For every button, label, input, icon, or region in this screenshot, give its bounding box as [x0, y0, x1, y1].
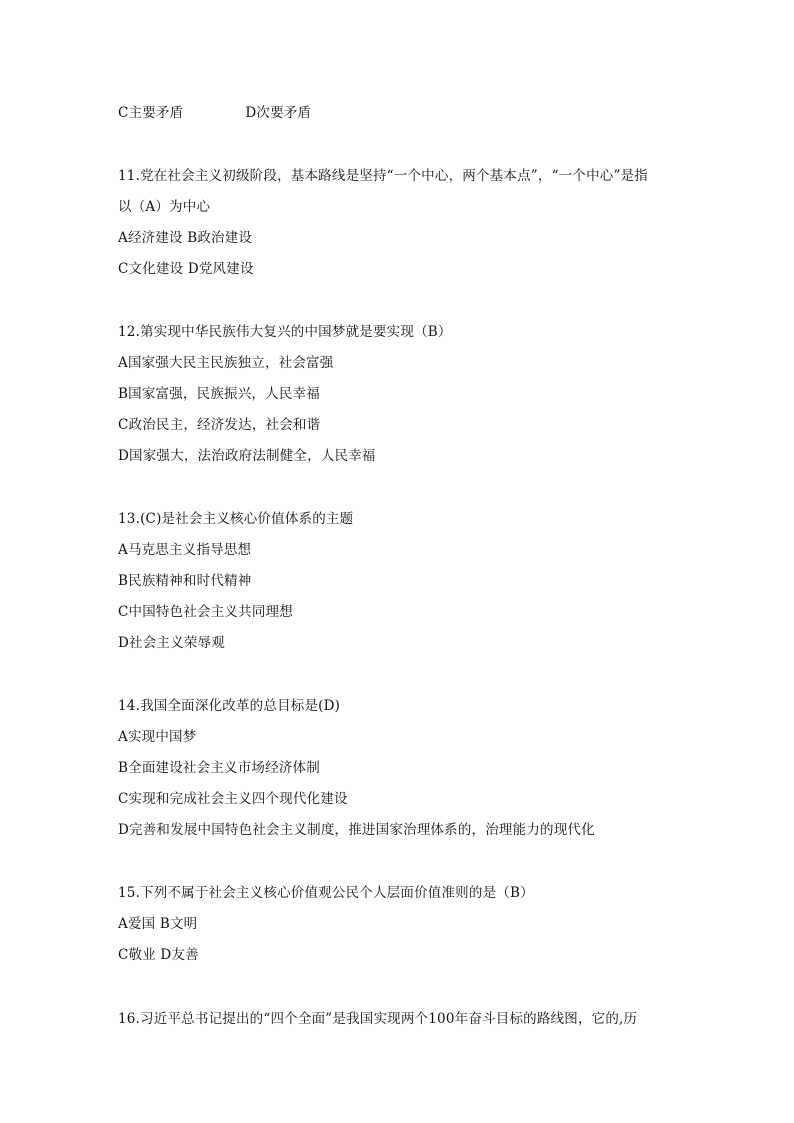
question-15-options-2: C敬业 D友善 [118, 947, 199, 963]
question-14-option-d: D完善和发展中国特色社会主义制度，推进国家治理体系的，治理能力的现代化 [118, 822, 595, 838]
option-d: D次要矛盾 [245, 105, 312, 121]
question-12-option-a: A国家强大民主民族独立，社会富强 [118, 355, 334, 371]
question-14-option-a: A实现中国梦 [118, 729, 197, 745]
question-14-option-b: B全面建设社会主义市场经济体制 [118, 760, 320, 776]
option-c: C主要矛盾 [118, 105, 184, 121]
question-13: 13.(C)是社会主义核心价值体系的主题 [118, 511, 354, 527]
question-15-options-1: A爱国 B文明 [118, 916, 198, 932]
question-13-option-a: A马克思主义指导思想 [118, 542, 252, 558]
answer-options-line [118, 103, 311, 123]
question-16: 16.习近平总书记提出的“四个全面”是我国实现两个100年奋斗目标的路线图，它的,历 [118, 1011, 638, 1027]
question-11-options-2: C文化建设 D党风建设 [118, 261, 254, 277]
question-11-continuation: 以（A）为中心 [118, 199, 211, 215]
question-11-options-1: A经济建设 B政治建设 [118, 230, 253, 246]
question-14-option-c: C实现和完成社会主义四个现代化建设 [118, 791, 348, 807]
question-12-option-c: C政治民主，经济发达，社会和谐 [118, 417, 321, 433]
question-12-option-d: D国家强大，法治政府法制健全，人民幸福 [118, 448, 376, 464]
question-12: 12.第实现中华民族伟大复兴的中国梦就是要实现（B） [118, 324, 452, 340]
question-13-option-b: B民族精神和时代精神 [118, 573, 252, 589]
question-12-option-b: B国家富强，民族振兴，人民幸福 [118, 386, 320, 402]
question-13-option-d: D社会主义荣辱观 [118, 635, 225, 651]
question-15: 15.下列不属于社会主义核心价值观公民个人层面价值准则的是（B） [118, 885, 534, 901]
question-11: 11.党在社会主义初级阶段，基本路线是坚持“一个中心，两个基本点”，“一个中心”是指 [118, 168, 648, 184]
question-13-option-c: C中国特色社会主义共同理想 [118, 604, 293, 620]
question-14: 14.我国全面深化改革的总目标是(D) [118, 698, 341, 714]
